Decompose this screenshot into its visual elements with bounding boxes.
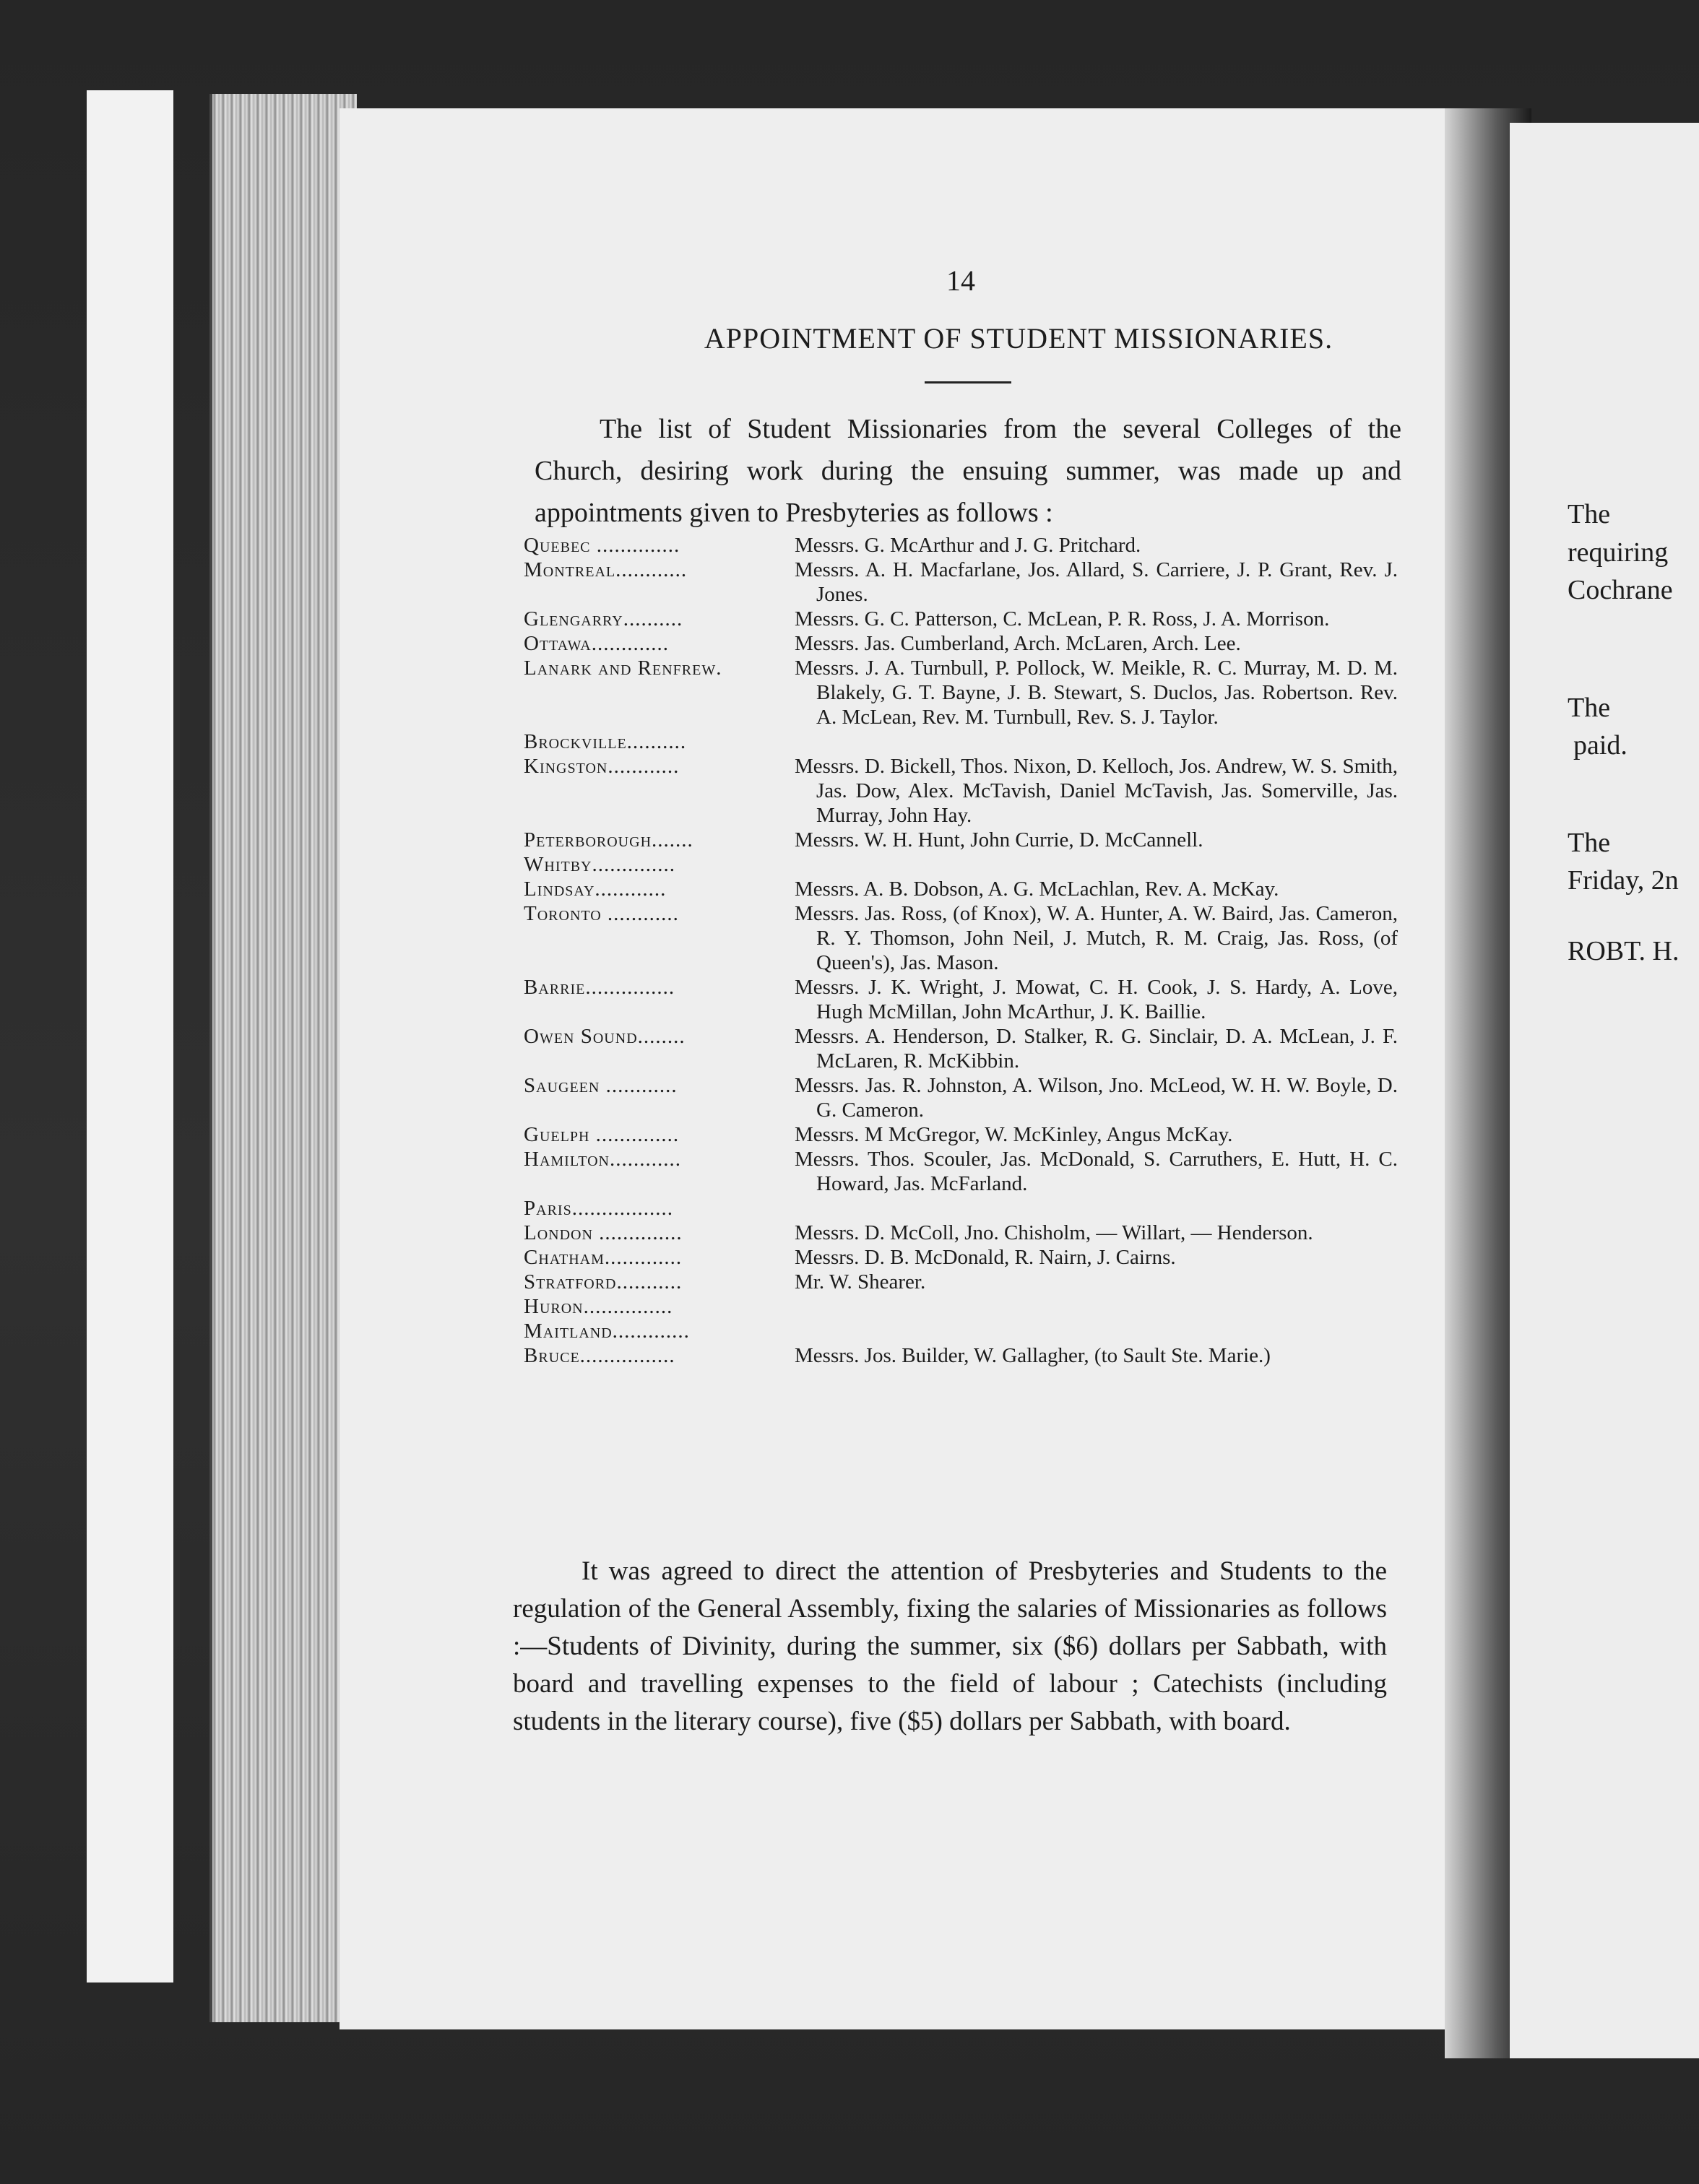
presbytery-name: Glengarry.......... <box>524 607 683 630</box>
right-page-line: ROBT. H. <box>1568 936 1679 966</box>
presbytery-entry <box>524 828 1398 852</box>
right-page-line: The <box>1568 828 1611 858</box>
title-rule <box>925 381 1011 384</box>
presbytery-entry <box>524 558 1398 607</box>
page-title: APPOINTMENT OF STUDENT MISSIONARIES. <box>704 322 1333 355</box>
presbytery-name: Barrie............... <box>524 976 675 999</box>
presbytery-name: Owen Sound........ <box>524 1025 686 1048</box>
presbytery-name: Montreal............ <box>524 558 688 581</box>
presbytery-list <box>524 533 1398 1368</box>
intro-text: The list of Student Missionaries from the several Colleges of the Church, desiring work during the ensuing summer, was made up and appointments given to Presbyteries as follows : <box>535 414 1401 528</box>
presbytery-entry <box>524 754 1398 828</box>
presbytery-name: Bruce................ <box>524 1344 675 1367</box>
presbytery-name: Paris................. <box>524 1197 673 1220</box>
missionary-names: Messrs. J. A. Turnbull, P. Pollock, W. Meikle, R. C. Murray, M. D. M. Blakely, G. T. Bayne, J. B. Stewart, S. Duclos, Jas. Robertson. Rev. A. McLean, Rev. M. Turnbull, Rev. S. J. Taylor. <box>795 656 1398 729</box>
missionary-names <box>795 852 1398 877</box>
presbytery-name: Saugeen ............ <box>524 1074 678 1097</box>
missionary-names: Mr. W. Shearer. <box>795 1270 926 1294</box>
missionary-names: Messrs. D. McColl, Jno. Chisholm, — Willart, — Henderson. <box>795 1221 1313 1244</box>
cover-board <box>87 90 173 1982</box>
right-page-line: The <box>1568 499 1611 529</box>
missionary-names <box>795 1196 1398 1221</box>
right-page-line: Cochrane <box>1568 575 1673 605</box>
right-page-line: paid. <box>1573 730 1627 760</box>
right-page-line: Friday, 2n <box>1568 865 1679 896</box>
right-page <box>1510 123 1699 2058</box>
missionary-names: Messrs. W. H. Hunt, John Currie, D. McCannell. <box>795 828 1203 852</box>
intro-paragraph <box>535 408 1401 534</box>
presbytery-name: Ottawa............. <box>524 632 669 655</box>
missionary-names: Messrs. Jas. R. Johnston, A. Wilson, Jno. McLeod, W. H. W. Boyle, D. G. Cameron. <box>795 1074 1398 1122</box>
presbytery-name: Lindsay............ <box>524 878 667 901</box>
right-page-line: requiring <box>1568 537 1669 568</box>
missionary-names: Messrs. A. H. Macfarlane, Jos. Allard, S. Carriere, J. P. Grant, Rev. J. Jones. <box>795 558 1398 606</box>
presbytery-name: Guelph .............. <box>524 1123 680 1146</box>
missionary-names: Messrs. A. B. Dobson, A. G. McLachlan, Rev. A. McKay. <box>795 878 1279 901</box>
missionary-names: Messrs. J. K. Wright, J. Mowat, C. H. Cook, J. S. Hardy, A. Love, Hugh McMillan, John McArthur, J. K. Baillie. <box>795 976 1398 1023</box>
presbytery-entry <box>524 1221 1398 1245</box>
presbytery-entry <box>524 1122 1398 1147</box>
presbytery-entry <box>524 1073 1398 1122</box>
missionary-names: Messrs. A. Henderson, D. Stalker, R. G. Sinclair, D. A. McLean, J. F. McLaren, R. McKibbin. <box>795 1025 1398 1072</box>
presbytery-entry <box>524 877 1398 901</box>
right-page-line: The <box>1568 693 1611 723</box>
presbytery-entry <box>524 852 1398 877</box>
missionary-names <box>795 1294 1398 1319</box>
presbytery-entry <box>524 1245 1398 1270</box>
presbytery-entry <box>524 656 1398 729</box>
presbytery-entry <box>524 1024 1398 1073</box>
presbytery-name: Peterborough....... <box>524 828 693 852</box>
missionary-names: Messrs. D. B. McDonald, R. Nairn, J. Cairns. <box>795 1246 1176 1269</box>
presbytery-name: Chatham............. <box>524 1246 683 1269</box>
missionary-names: Messrs. Jas. Cumberland, Arch. McLaren, Arch. Lee. <box>795 632 1241 655</box>
presbytery-name: Maitland............. <box>524 1320 690 1343</box>
presbytery-name: Stratford........... <box>524 1270 683 1294</box>
page-number: 14 <box>946 264 975 297</box>
presbytery-name: Kingston............ <box>524 755 680 778</box>
missionary-names: Messrs. Jos. Builder, W. Gallagher, (to Sault Ste. Marie.) <box>795 1344 1271 1367</box>
missionary-names <box>795 729 1398 754</box>
presbytery-entry <box>524 1147 1398 1196</box>
missionary-names: Messrs. Jas. Ross, (of Knox), W. A. Hunter, A. W. Baird, Jas. Cameron, R. Y. Thomson, John Neil, J. Mutch, R. M. Craig, Jas. Ross, (of Queen's), Jas. Mason. <box>795 902 1398 974</box>
closing-paragraph <box>513 1553 1387 1741</box>
presbytery-name: Whitby.............. <box>524 853 675 876</box>
presbytery-entry <box>524 1196 1398 1221</box>
presbytery-entry <box>524 901 1398 975</box>
presbytery-entry <box>524 1270 1398 1294</box>
presbytery-name: Huron............... <box>524 1295 673 1318</box>
missionary-names: Messrs. D. Bickell, Thos. Nixon, D. Kelloch, Jos. Andrew, W. S. Smith, Jas. Dow, Alex. McTavish, Daniel McTavish, Jas. Somerville, Jas. Murray, John Hay. <box>795 755 1398 827</box>
presbytery-name: Lanark and Renfrew. <box>524 656 722 680</box>
presbytery-name: Hamilton............ <box>524 1148 681 1171</box>
missionary-names: Messrs. Thos. Scouler, Jas. McDonald, S. Carruthers, E. Hutt, H. C. Howard, Jas. McFarland. <box>795 1148 1398 1195</box>
presbytery-entry <box>524 729 1398 754</box>
missionary-names <box>795 1319 1398 1343</box>
presbytery-name: London .............. <box>524 1221 683 1244</box>
presbytery-name: Brockville.......... <box>524 730 687 753</box>
presbytery-entry <box>524 533 1398 558</box>
presbytery-entry <box>524 1319 1398 1343</box>
page-edges <box>209 94 357 2022</box>
presbytery-entry <box>524 631 1398 656</box>
presbytery-name: Quebec .............. <box>524 534 680 557</box>
presbytery-name: Toronto ............ <box>524 902 679 925</box>
presbytery-entry <box>524 1294 1398 1319</box>
missionary-names: Messrs. M McGregor, W. McKinley, Angus McKay. <box>795 1123 1233 1146</box>
presbytery-entry <box>524 607 1398 631</box>
presbytery-entry <box>524 1343 1398 1368</box>
missionary-names: Messrs. G. McArthur and J. G. Pritchard. <box>795 534 1141 557</box>
missionary-names: Messrs. G. C. Patterson, C. McLean, P. R. Ross, J. A. Morrison. <box>795 607 1330 630</box>
presbytery-entry <box>524 975 1398 1024</box>
closing-text: It was agreed to direct the attention of Presbyteries and Students to the regulation of the General Assembly, fixing the salaries of Missionaries as follows :—Students of Divinity, during the summer, six ($6) dollars per Sabbath, with board and travelling expenses to the field of labour ; Catechists (including students in the literary course), five ($5) dollars per Sabbath, with board. <box>513 1556 1387 1736</box>
